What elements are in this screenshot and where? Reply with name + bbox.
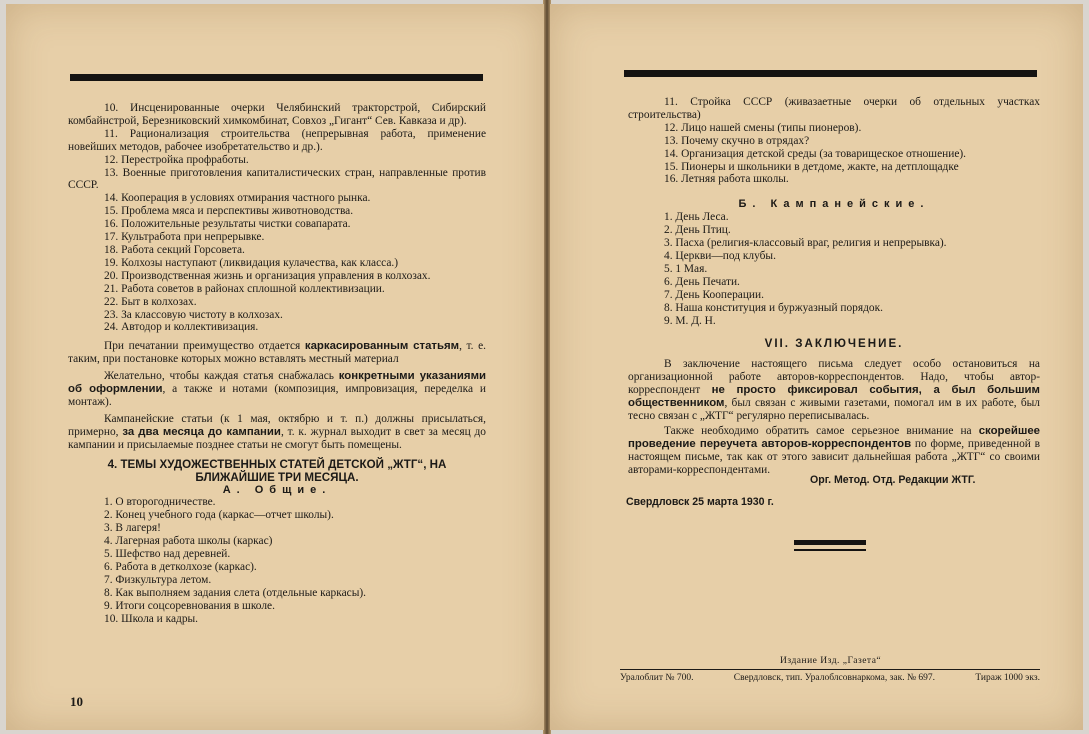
list-item: 17. Культработа при непрерывке. — [104, 231, 265, 244]
list-item: 16. Летняя работа школы. — [664, 173, 789, 186]
list-item: 8. Как выполняем задания слета (отдельные каркасы). — [104, 586, 367, 599]
list-item: 13. Военные приготовления капиталистических стран, направленные против СССР. — [68, 166, 486, 192]
end-rule — [794, 540, 866, 545]
text-span: Также необходимо обратить самое серьезное внимание на — [664, 424, 979, 437]
list-item: 10. Инсценированные очерки Челябинский тракторстрой, Сибирский комбайнстрой, Березниковский химкомбинат, Совхоз „Гигант“ Сев. Кавказа и др). — [68, 102, 486, 127]
paragraph-design-instructions — [68, 370, 486, 409]
text-span: , был связан с живыми газетами, помогал им в их работе, был тесно связан с „ЖТГ“ регулярно переписывалась. — [628, 397, 1040, 423]
list-item: 5. Шефство над деревней. — [104, 548, 231, 561]
list-item: 3. В лагеря! — [104, 522, 161, 535]
list-item: 14. Организация детской среды (за товарищеское отношение). — [664, 147, 967, 160]
list-item: 1. День Леса. — [664, 211, 729, 224]
list-item: 2. Конец учебного года (каркас—отчет школы). — [104, 509, 334, 522]
right-page — [550, 4, 1083, 730]
end-rule-thin — [794, 549, 866, 551]
list-item: 2. День Птиц. — [664, 224, 731, 237]
subheading-general: А. Общие. — [222, 483, 332, 496]
bold-span: скорейшее проведение переучета авторов-корреспондентов — [628, 424, 1040, 450]
list-item: 3. Пасха (религия-классовый враг, религия и непрерывка). — [664, 237, 947, 250]
text-span: Кампанейские статьи (к 1 мая, октябрю и т. п.) должны присылаться, примерно, — [68, 412, 486, 438]
list-item: 10. Школа и кадры. — [104, 612, 199, 625]
list-item: 6. День Печати. — [664, 275, 740, 288]
list-item: 22. Быт в колхозах. — [104, 295, 197, 308]
paragraph-conclusion-2 — [628, 425, 1040, 477]
paragraph-campaign-articles — [68, 413, 486, 452]
right-page-text — [628, 96, 1040, 477]
text-span: В заключение настоящего письма следует особо остановиться на организационной работе авторов-корреспондентов. Надо, чтобы автор-корреспондент — [628, 358, 1040, 397]
imprint-footer — [620, 669, 1040, 683]
list-item: 9. Итоги соцсоревнования в школе. — [104, 599, 275, 612]
page-number: 10 — [70, 694, 83, 709]
footer-print-run: Тираж 1000 экз. — [975, 673, 1040, 683]
bold-span: конкретными указаниями об оформлении — [68, 370, 487, 396]
top-rule — [70, 74, 483, 81]
list-item: 14. Кооперация в условиях отмирания частного рынка. — [104, 192, 371, 205]
footer-censor: Уралоблит № 700. — [620, 673, 694, 683]
list-item: 11. Стройка СССР (живазаетные очерки об отдельных участках строительства) — [628, 96, 1040, 121]
text-span: Желательно, чтобы каждая статья снабжалась — [104, 370, 339, 383]
list-item: 21. Работа советов в районах сплошной коллективизации. — [104, 282, 385, 295]
bold-span: за два месяца до кампании — [122, 425, 281, 438]
section-heading: VII. ЗАКЛЮЧЕНИЕ. — [764, 337, 904, 351]
date-line: Свердловск 25 марта 1930 г. — [626, 496, 774, 508]
text-span: , т. е. таким, при постановке которых можно вставлять местный материал — [68, 340, 486, 366]
list-item: 7. Физкультура летом. — [104, 573, 212, 586]
section-heading: 4. ТЕМЫ ХУДОЖЕСТВЕННЫХ СТАТЕЙ ДЕТСКОЙ „ЖТГ“, НА БЛИЖАЙШИЕ ТРИ МЕСЯЦА. — [107, 457, 447, 484]
list-item: 13. Почему скучно в отрядах? — [664, 134, 810, 147]
list-item: 24. Автодор и коллективизация. — [104, 321, 259, 334]
list-item: 9. М. Д. Н. — [664, 314, 716, 327]
list-item: 5. 1 Мая. — [664, 262, 708, 275]
top-rule — [624, 70, 1037, 77]
text-span: , т. к. журнал выходит в свет за месяц до кампании и присылаемые позднее статьи не смогут быть помещены. — [68, 425, 486, 451]
paragraph-framework-articles — [68, 340, 486, 366]
list-item: 12. Перестройка профработы. — [104, 153, 249, 166]
general-topics-list — [68, 496, 486, 625]
text-span: При печатании преимущество отдается — [104, 340, 305, 353]
topics-list-continued — [68, 102, 486, 334]
list-item: 8. Наша конституция и буржуазный порядок. — [664, 301, 883, 314]
bold-span: каркасированным статьям — [304, 340, 460, 353]
text-span: по форме, приведенной в настоящем письме, так как от этого зависит дальнейшая работа „ЖТГ“ со своими авторами-корреспондентами. — [628, 437, 1040, 476]
list-item: 15. Пионеры и школьники в детдоме, жакте, на детплощадке — [664, 160, 959, 173]
footer-printer: Свердловск, тип. Уралоблсовнаркома, зак. № 697. — [733, 673, 936, 683]
campaign-topics-list — [628, 211, 1040, 327]
list-item: 4. Лагерная работа школы (каркас) — [104, 535, 273, 548]
left-page-text — [68, 102, 486, 626]
list-item: 16. Положительные результаты чистки совапарата. — [104, 218, 351, 231]
text-span: , а также и нотами (композиция, импровизация, переделка и монтаж). — [68, 383, 486, 408]
list-item: 15. Проблема мяса и перспективы животноводства. — [104, 205, 354, 218]
publisher-line: Издание Изд. „Газета“ — [780, 656, 882, 666]
list-item: 7. День Кооперации. — [664, 288, 764, 301]
list-item: 20. Производственная жизнь и организация управления в колхозах. — [104, 269, 431, 282]
left-page — [6, 4, 544, 730]
bold-span: не просто фиксировал события, а был большим общественником — [628, 384, 1040, 410]
list-item: 19. Колхозы наступают (ликвидация кулачества, как класса.) — [104, 256, 399, 269]
list-item: 11. Рационализация строительства (непрерывная работа, применение новейших методов, рабочее изобретательство и др.). — [68, 127, 486, 153]
signature: Орг. Метод. Отд. Редакции ЖТГ. — [810, 474, 976, 486]
list-item: 18. Работа секций Горсовета. — [104, 243, 245, 256]
list-item: 4. Церкви—под клубы. — [664, 249, 776, 262]
list-item: 6. Работа в детколхозе (каркас). — [104, 561, 257, 573]
list-item: 1. О второгодничестве. — [104, 496, 216, 509]
list-item: 23. За классовую чистоту в колхозах. — [104, 308, 283, 321]
subheading-campaign: Б. Кампанейские. — [738, 198, 930, 211]
paragraph-conclusion-1 — [628, 358, 1040, 423]
list-item: 12. Лицо нашей смены (типы пионеров). — [664, 121, 862, 134]
topics-list-continued — [628, 96, 1040, 186]
